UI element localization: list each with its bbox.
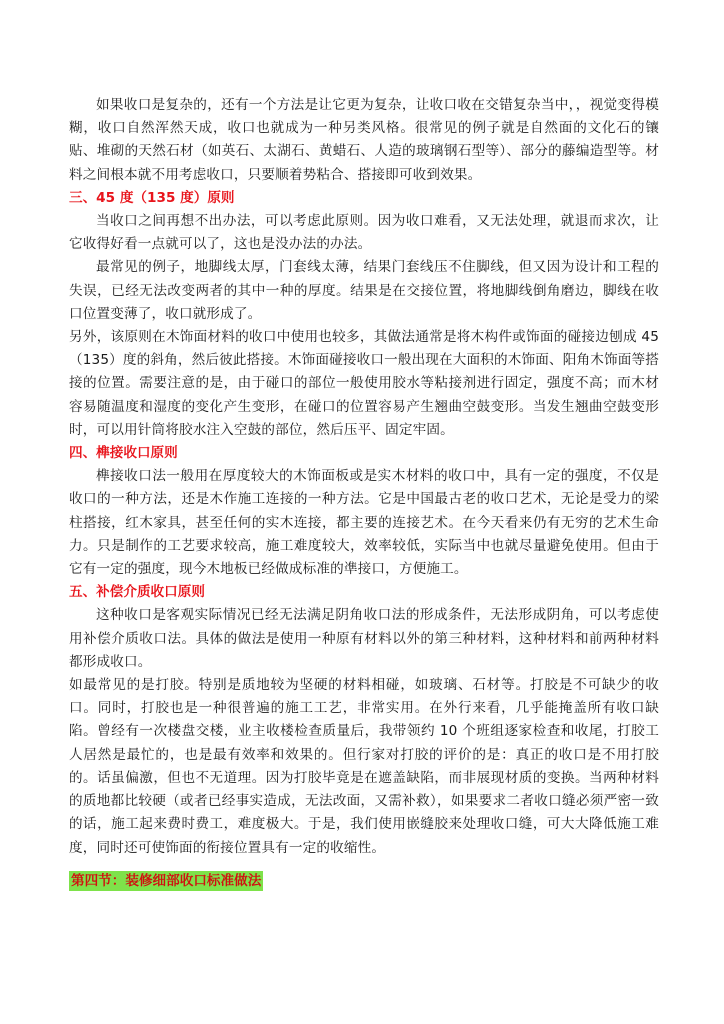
paragraph-45-intro: 当收口之间再想不出办法，可以考虑此原则。因为收口难看，又无法处理，就退而求次，让它收得好看一点就可以了，这也是没办法的办法。 [69,213,659,253]
heading-compensation-principle: 五、补偿介质收口原则 [69,584,205,601]
section-title-wrap [69,870,659,891]
section-title: 第四节：装修细部收口标准做法 [71,872,262,889]
paragraph-complex-closure: 如果收口是复杂的，还有一个方法是让它更为复杂，让收口收在交错复杂当中，，视觉变得模糊，收口自然浑然天成，收口也就成为一种另类风格。很常见的例子就是自然面的文化石的镶贴、堆砌的天然石材（如英石、太湖石、黄蜡石、人造的玻璃钢石型等）、部分的藤编造型等。材料之间根本就不用考虑收口，只要顺着势粘合、搭接即可收到效果。 [69,97,659,183]
paragraph-45-wood: 另外，该原则在木饰面材料的收口中使用也较多，其做法通常是将木构件或饰面的碰接边刨成 45（135）度的斜角，然后彼此搭接。木饰面碰接收口一般出现在大面积的木饰面、阳角木饰面等搭接的位置。需要注意的是，由于碰口的部位一般使用胶水等粘接剂进行固定，强度不高；而木材容易随温度和湿度的变化产生变形，在碰口的位置容易产生翘曲空鼓变形。当发生翘曲空鼓变形时，可以用针筒将胶水注入空鼓的部位，然后压平、固定牢固。 [69,329,659,438]
paragraph-compensation-intro: 这种收口是客观实际情况已经无法满足阴角收口法的形成条件，无法形成阴角，可以考虑使用补偿介质收口法。具体的做法是使用一种原有材料以外的第三种材料，这种材料和前两种材料都形成收口。 [69,607,659,670]
heading-45-degree-principle: 三、45 度（135 度）原则 [69,189,235,206]
document-page [69,94,659,891]
paragraph-mortise: 榫接收口法一般用在厚度较大的木饰面板或是实木材料的收口中，具有一定的强度，不仅是收口的一种方法，还是木作施工连接的一种方法。它是中国最古老的收口艺术，无论是受力的梁柱搭接，红木家具，甚至任何的实木连接，都主要的连接艺术。在今天看来仍有无穷的艺术生命力。只是制作的工艺要求较高，施工难度较大，效率较低，实际当中也就尽量避免使用。但由于它有一定的强度，现今木地板已经做成标准的凖接口，方便施工。 [69,468,659,578]
heading-mortise-principle: 四、榫接收口原则 [69,445,178,462]
paragraph-compensation-glue: 如最常见的是打胶。特别是质地较为坚硬的材料相碰，如玻璃、石材等。打胶是不可缺少的收口。同时，打胶也是一种很普遍的施工工艺，非常实用。在外行来看，几乎能掩盖所有收口缺陷。曾经有一次楼盘交楼，业主收楼检查质量后，我带领约 10 个班组逐家检查和收尾，打胶工人居然是最忙的，也是最有效率和效果的。但行家对打胶的评价的是：真正的收口是不用打胶的。话虽偏激，但也不无道理。因为打胶毕竟是在遮盖缺陷，而非展现材质的变换。当两种材料的质地都比较硬（或者已经事实造成，无法改面，又需补救），如果要求二者收口缝必须严密一致的话，施工起来费时费工，难度极大。于是，我们使用嵌缝胶来处理收口缝，可大大降低施工难度，同时还可使饰面的衔接位置具有一定的收缩性。 [69,677,659,856]
paragraph-45-example: 最常见的例子，地脚线太厚，门套线太薄，结果门套线压不住脚线，但又因为设计和工程的失误，已经无法改变两者的其中一种的厚度。结果是在交接位置，将地脚线倒角磨边，脚线在收口位置变薄了，收口就形成了。 [69,259,659,322]
